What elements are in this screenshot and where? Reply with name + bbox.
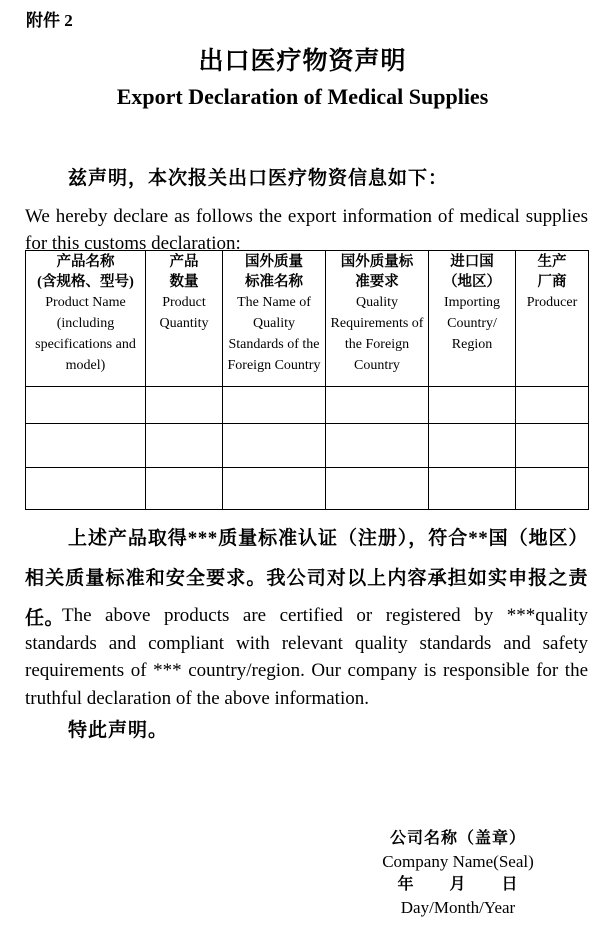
- header-producer-zh2: 厂商: [537, 274, 567, 290]
- table-header-row: [26, 251, 589, 387]
- table-cell-empty: [326, 468, 429, 510]
- header-product-quantity: [146, 251, 223, 387]
- company-name-label-en: Company Name(Seal): [382, 852, 534, 871]
- table-cell-empty: [223, 424, 326, 468]
- closing-statement: 特此声明。: [68, 720, 169, 741]
- document-title-zh: 出口医疗物资声明: [198, 48, 407, 75]
- header-producer: [516, 251, 589, 387]
- table-cell-empty: [26, 468, 146, 510]
- table-cell-empty: [146, 424, 223, 468]
- table-row: [26, 468, 589, 510]
- declaration-table: [25, 250, 589, 510]
- header-quality-standard-name-en: The Name of Quality Standards of the Foreign Country: [227, 295, 321, 373]
- header-product-quantity-zh2: 数量: [169, 274, 199, 290]
- table-cell-empty: [429, 424, 516, 468]
- table-cell-empty: [146, 387, 223, 424]
- table-cell-empty: [26, 424, 146, 468]
- date-line-en: Day/Month/Year: [400, 898, 516, 917]
- document-title-en: Export Declaration of Medical Supplies: [116, 84, 489, 109]
- header-product-name-zh: 产品名称: [56, 254, 115, 270]
- intro-paragraph-zh: 兹声明，本次报关出口医疗物资信息如下：: [68, 168, 449, 189]
- signature-block: [322, 827, 594, 919]
- company-name-label-zh: 公司名称（盖章）: [389, 830, 526, 847]
- header-producer-zh: 生产: [537, 254, 567, 270]
- table-cell-empty: [516, 387, 589, 424]
- table-cell-empty: [516, 424, 589, 468]
- statement-paragraph-zh: 上述产品取得***质量标准认证（注册），符合**国（地区）相关质量标准和安全要求。我公司对以上内容承担如实申报之责任。: [25, 528, 588, 629]
- table-cell-empty: [326, 424, 429, 468]
- header-quality-standard-name-zh: 国外质量: [245, 254, 303, 270]
- table-cell-empty: [146, 468, 223, 510]
- header-importing-country-zh: 进口国: [450, 254, 494, 270]
- header-quality-standard-name: [223, 251, 326, 387]
- header-product-quantity-en: Product Quantity: [159, 295, 209, 331]
- table-cell-empty: [223, 387, 326, 424]
- header-product-quantity-zh: 产品: [169, 254, 199, 270]
- attachment-label: 附件 2: [26, 11, 73, 30]
- table-row: [26, 424, 589, 468]
- header-importing-country-en: Importing Country/ Region: [444, 295, 500, 352]
- table-cell-empty: [326, 387, 429, 424]
- header-importing-country: [429, 251, 516, 387]
- statement-paragraph-en: The above products are certified or registered by ***quality standards and compliant with relevant quality standards and safety requirements of *** country/region. Our company is responsible for the truthful declaration of the above information.: [25, 605, 588, 709]
- header-importing-country-zh2: （地区）: [443, 274, 501, 290]
- header-quality-requirements-zh: 国外质量标: [340, 254, 414, 270]
- header-quality-requirements-zh2: 准要求: [355, 274, 399, 290]
- table-cell-empty: [429, 387, 516, 424]
- header-product-name-zh2: (含规格、型号): [37, 274, 134, 290]
- table-cell-empty: [516, 468, 589, 510]
- table-cell-empty: [429, 468, 516, 510]
- header-quality-requirements-en: Quality Requirements of the Foreign Country: [330, 295, 424, 373]
- table-cell-empty: [26, 387, 146, 424]
- table-cell-empty: [223, 468, 326, 510]
- header-quality-requirements: [326, 251, 429, 387]
- header-producer-en: Producer: [526, 295, 578, 310]
- header-product-name-en: Product Name (including specifications and model): [35, 295, 136, 373]
- header-quality-standard-name-zh2: 标准名称: [245, 274, 303, 290]
- table-row: [26, 387, 589, 424]
- intro-paragraph-en: We hereby declare as follows the export information of medical supplies for this customs declaration:: [25, 206, 588, 254]
- header-product-name: [26, 251, 146, 387]
- date-line-zh: 年 月 日: [397, 876, 519, 893]
